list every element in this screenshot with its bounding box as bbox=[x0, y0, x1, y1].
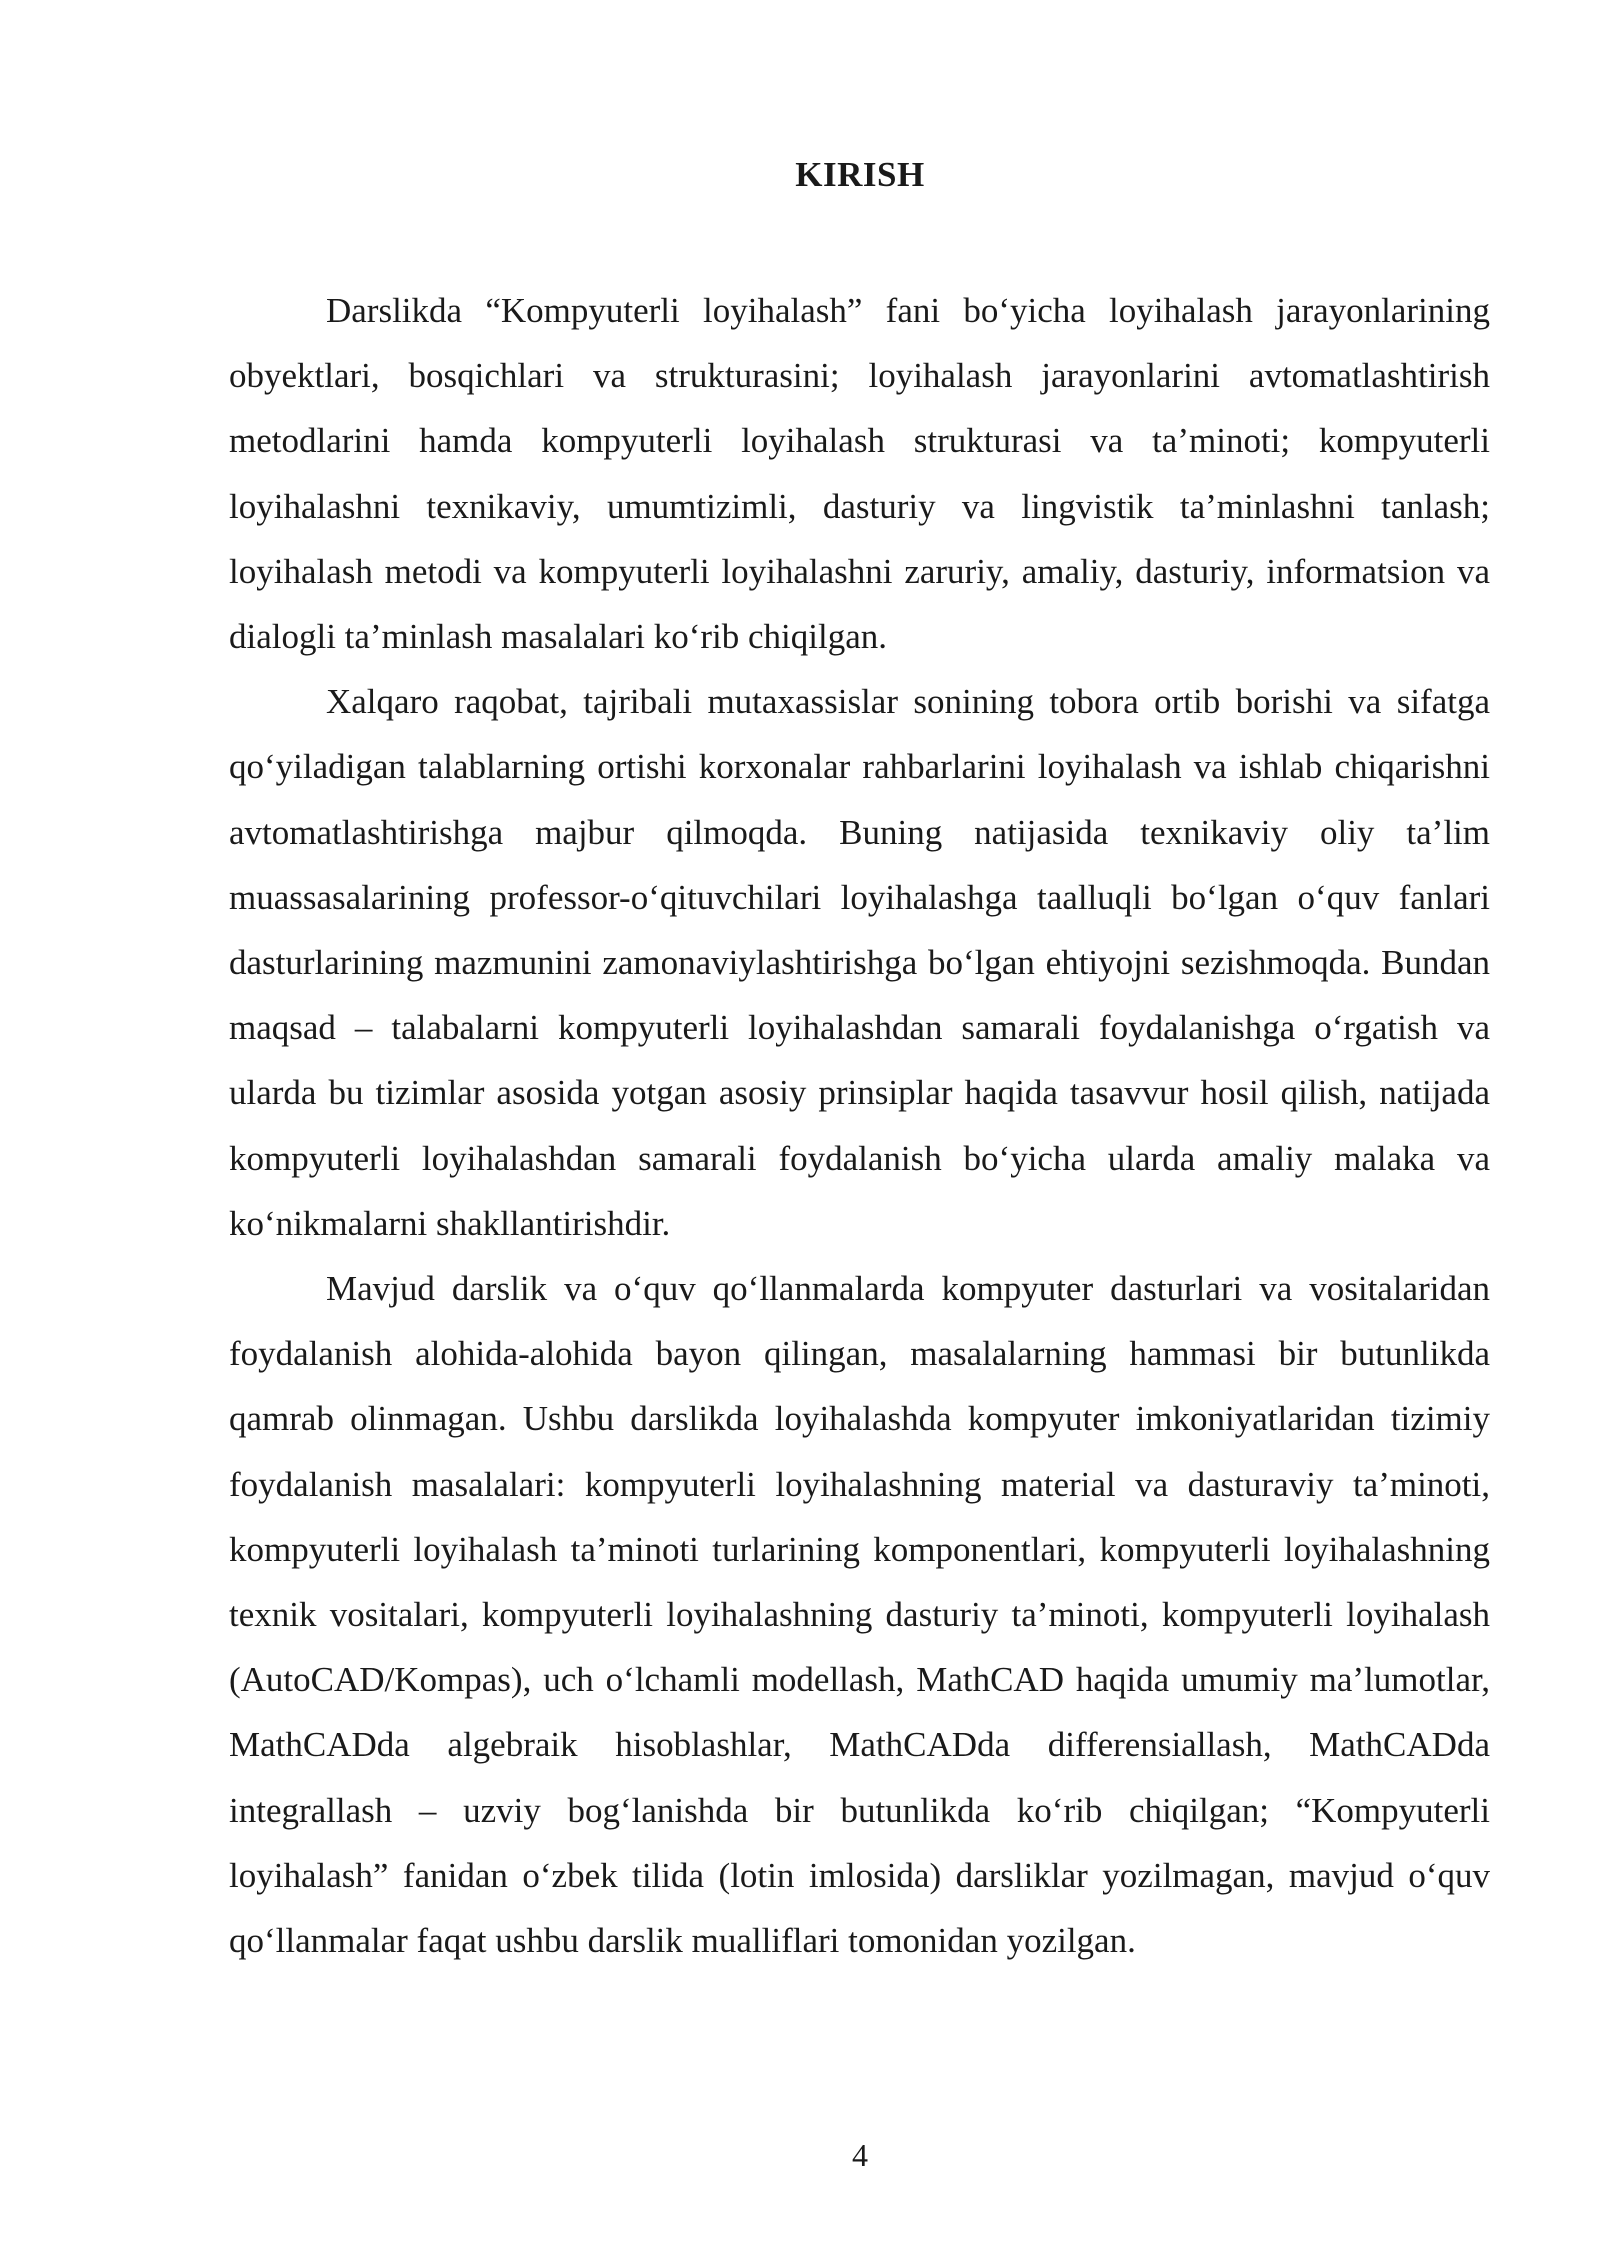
body-text bbox=[229, 278, 1490, 1973]
paragraph-1: Darslikda “Kompyuterli loyihalash” fani bo‘yicha loyihalash jarayonlarining obyektlari, bosqichlari va strukturasini; loyihalash jarayonlarini avtomatlashtirish metodlarini hamda kompyuterli loyihalash strukturasi va ta’minoti; kompyuterli loyihalashni texnikaviy, umumtizimli, dasturiy va lingvistik ta’minlashni tanlash; loyihalash metodi va kompyuterli loyihalashni zaruriy, amaliy, dasturiy, informatsion va dialogli ta’minlash masalalari ko‘rib chiqilgan. bbox=[229, 291, 1490, 657]
page-title: KIRISH bbox=[795, 155, 925, 194]
paragraph-3: Mavjud darslik va o‘quv qo‘llanmalarda kompyuter dasturlari va vositalaridan foydalanish alohida-alohida bayon qilingan, masalalarning hammasi bir butunlikda qamrab olinmagan. Ushbu darslikda loyihalashda kompyuter imkoniyatlaridan tizimiy foydalanish masalalari: kompyuterli loyihalashning material va dasturaviy ta’minoti, kompyuterli loyihalash ta’minoti turlarining komponentlari, kompyuterli loyihalashning texnik vositalari, kompyuterli loyihalashning dasturiy ta’minoti, kompyuterli loyihalash (AutoCAD/Kompas), uch o‘lchamli modellash, MathCAD haqida umumiy ma’lumotlar, MathCADda algebraik hisoblashlar, MathCADda differensiallash, MathCADda integrallash – uzviy bog‘lanishda bir butunlikda ko‘rib chiqilgan; “Kompyuterli loyihalash” fanidan o‘zbek tilida (lotin imlosida) darsliklar yozilmagan, mavjud o‘quv qo‘llanmalar faqat ushbu darslik mualliflari tomonidan yozilgan. bbox=[229, 1269, 1490, 1961]
paragraph-2: Xalqaro raqobat, tajribali mutaxassislar sonining tobora ortib borishi va sifatga qo‘yiladigan talablarning ortishi korxonalar rahbarlarini loyihalash va ishlab chiqarishni avtomatlashtirishga majbur qilmoqda. Buning natijasida texnikaviy oliy ta’lim muassasalarining professor-o‘qituvchilari loyihalashga taalluqli bo‘lgan o‘quv fanlari dasturlarining mazmunini zamonaviylashtirishga bo‘lgan ehtiyojni sezishmoqda. Bundan maqsad – talabalarni kompyuterli loyihalashdan samarali foydalanishga o‘rgatish va ularda bu tizimlar asosida yotgan asosiy prinsiplar haqida tasavvur hosil qilish, natijada kompyuterli loyihalashdan samarali foydalanish bo‘yicha ularda amaliy malaka va ko‘nikmalarni shakllantirishdir. bbox=[229, 682, 1490, 1243]
page-number: 4 bbox=[852, 2137, 868, 2173]
